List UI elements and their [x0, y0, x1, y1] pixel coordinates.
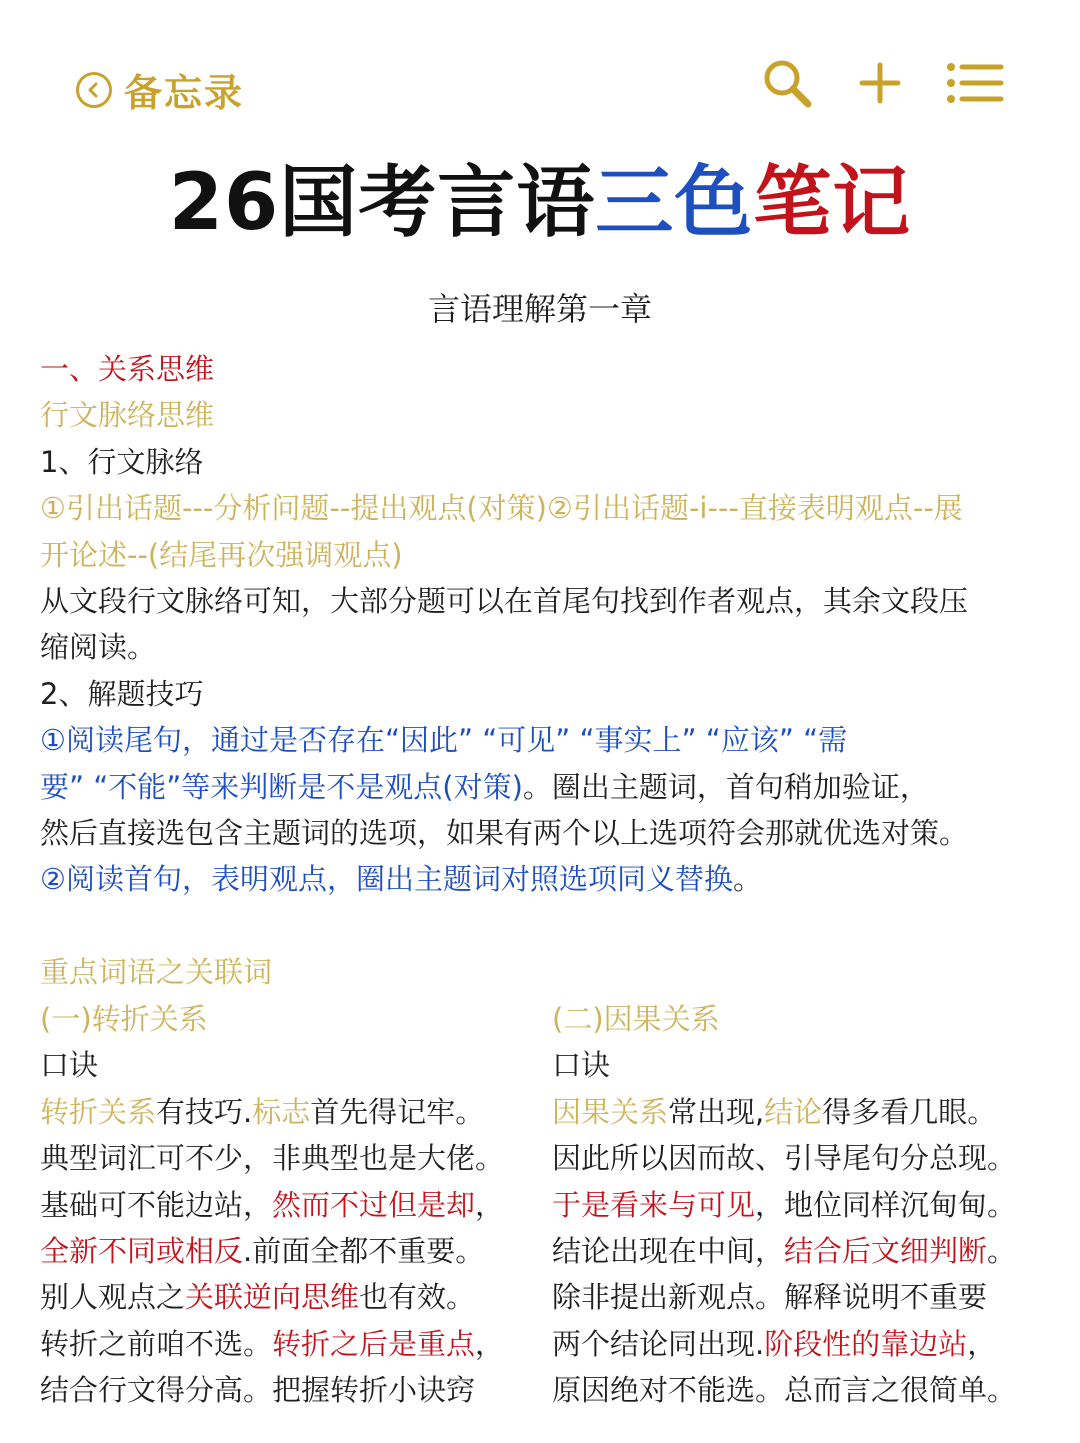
koujue-label: 口诀	[40, 1048, 99, 1083]
title-part-black: 26国考言语	[168, 158, 596, 248]
mnemonic-line	[40, 1228, 552, 1274]
back-circle-icon	[76, 72, 112, 108]
text: ，	[475, 1326, 505, 1361]
tip-highlight: 要” “不能”等来判断是不是观点(对策)	[40, 769, 523, 804]
tip-highlight: ②阅读首句，表明观点，圈出主题词对照选项同义替换	[40, 862, 733, 897]
mnemonic-columns	[40, 996, 1040, 1414]
toolbar	[760, 56, 1004, 110]
highlight: 于是看来与可见	[552, 1187, 756, 1222]
column-title: (一)转折关系	[40, 1002, 208, 1036]
highlight: 阶段性的靠边站	[764, 1326, 968, 1361]
highlight: 结合后文细判断	[784, 1234, 988, 1269]
mnemonic-line: 除非提出新观点。解释说明不重要	[552, 1280, 988, 1315]
mnemonic-line	[40, 1089, 552, 1135]
highlight: 标志	[252, 1094, 311, 1129]
item-title: 1、行文脉络	[40, 444, 204, 479]
highlight: 因果关系	[552, 1094, 669, 1129]
item-title: 2、解题技巧	[40, 676, 204, 711]
note-body	[40, 346, 1040, 996]
mnemonic-line	[40, 1182, 552, 1228]
spacer	[40, 903, 1040, 949]
body-text: 从文段行文脉络可知，大部分题可以在首尾句找到作者观点，其余文段压	[40, 584, 969, 619]
mnemonic-line: 结合行文得分高。把握转折小诀窍	[40, 1373, 476, 1408]
back-label: 备忘录	[124, 71, 245, 115]
text: 两个结论同出现.	[552, 1326, 765, 1361]
mnemonic-line: 因此所以因而故、引导尾句分总现。	[552, 1141, 1017, 1176]
back-button[interactable]	[76, 62, 244, 117]
text: ，	[475, 1187, 505, 1222]
title-part-blue: 三色	[595, 158, 754, 248]
text: 基础可不能边站，	[40, 1187, 273, 1222]
title-part-red: 笔记	[753, 158, 912, 248]
text: 有技巧.	[156, 1094, 253, 1129]
text: 得多看几眼。	[822, 1094, 997, 1129]
section-heading: 一、关系思维	[40, 352, 215, 386]
page-title	[0, 140, 1080, 252]
text: 别人观点之	[40, 1280, 186, 1315]
text: ，	[967, 1326, 997, 1361]
mnemonic-line	[552, 1321, 1040, 1367]
text: 也有效。	[359, 1280, 476, 1315]
text: 首先得记牢。	[310, 1094, 485, 1129]
mnemonic-line	[552, 1182, 1040, 1228]
search-icon[interactable]	[760, 56, 814, 110]
text: ，地位同样沉甸甸。	[755, 1187, 1017, 1222]
highlight: 转折关系	[40, 1094, 157, 1129]
plus-icon[interactable]	[858, 61, 902, 105]
text: .前面全都不重要。	[243, 1234, 485, 1269]
flow-line: 开论述--(结尾再次强调观点)	[40, 537, 403, 572]
tip-line: ①阅读尾句，通过是否存在“因此” “可见” “事实上” “应该” “需	[40, 723, 848, 758]
text: 常出现,	[668, 1094, 765, 1129]
section-heading: 重点词语之关联词	[40, 955, 273, 990]
column-transition	[40, 996, 552, 1414]
body-text: 缩阅读。	[40, 630, 157, 665]
tip-text: 。	[733, 862, 763, 897]
column-causal	[552, 996, 1040, 1414]
mnemonic-line	[552, 1089, 1040, 1135]
flow-line: ①引出话题---分析问题--提出观点(对策)②引出话题-i---直接表明观点--展	[40, 491, 963, 526]
highlight: 转折之后是重点	[272, 1326, 476, 1361]
mnemonic-line: 原因绝对不能选。总而言之很简单。	[552, 1373, 1017, 1408]
mnemonic-line	[552, 1228, 1040, 1274]
tip-line: 然后直接选包含主题词的选项，如果有两个以上选项符会那就优选对策。	[40, 816, 969, 851]
text: 转折之前咱不选。	[40, 1326, 273, 1361]
text: 结论出现在中间，	[552, 1234, 785, 1269]
mnemonic-line: 典型词汇可不少，非典型也是大佬。	[40, 1141, 505, 1176]
top-bar	[0, 0, 1080, 140]
list-icon[interactable]	[946, 61, 1004, 105]
highlight: 关联逆向思维	[185, 1280, 360, 1315]
highlight: 然而不过但是却	[272, 1187, 476, 1222]
section-subheading: 行文脉络思维	[40, 398, 215, 433]
tip-text: 。圈出主题词，首句稍加验证，	[522, 769, 929, 804]
highlight: 全新不同或相反	[40, 1234, 244, 1269]
tip-line	[40, 856, 1040, 902]
text: 。	[987, 1234, 1017, 1269]
koujue-label: 口诀	[552, 1048, 611, 1083]
tip-line	[40, 764, 1040, 810]
highlight: 结论	[764, 1094, 823, 1129]
mnemonic-line	[40, 1321, 552, 1367]
chapter-subtitle: 言语理解第一章	[427, 290, 652, 328]
column-title: (二)因果关系	[552, 1002, 720, 1036]
mnemonic-line	[40, 1274, 552, 1320]
